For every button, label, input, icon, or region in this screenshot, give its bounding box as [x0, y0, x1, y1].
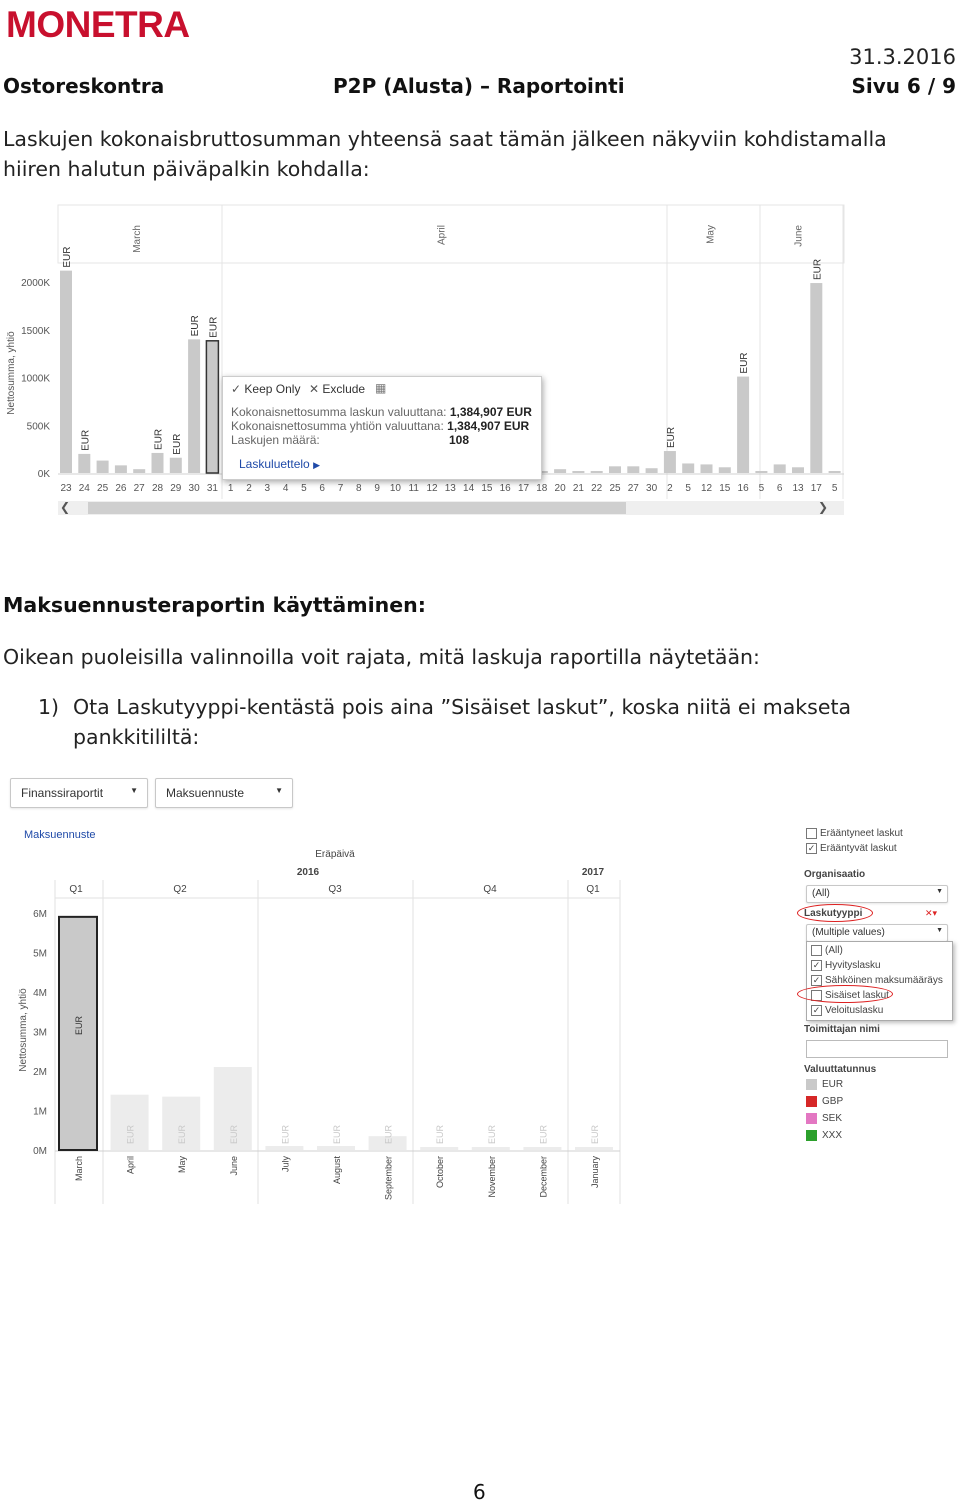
section-heading: Maksuennusteraportin käyttäminen: [3, 593, 426, 617]
x-tick-label: July [280, 1156, 291, 1173]
bar-data-label: EUR [153, 428, 165, 450]
x-tick-label: 13 [444, 483, 456, 494]
x-tick-label: 17 [517, 483, 530, 494]
x-tick-label: 26 [115, 483, 127, 494]
x-tick-label: 30 [646, 483, 658, 494]
bar [188, 339, 200, 473]
erantyvat-checkbox[interactable]: ✓ Erääntyvät laskut [807, 843, 897, 855]
bar-data-label: EUR [190, 315, 202, 337]
x-tick-label: 15 [481, 483, 493, 494]
x-tick-label: 7 [337, 483, 344, 494]
x-tick-label: 14 [463, 483, 475, 494]
report-dropdown[interactable]: Maksuennuste ▼ [155, 778, 293, 808]
legend-xxx[interactable]: XXX [806, 1130, 843, 1147]
option-sisaiset-laskut[interactable]: Sisäiset laskut [811, 990, 889, 1001]
bar-data-label: EUR [486, 1124, 497, 1144]
y-tick-label: 500K [26, 421, 50, 433]
section-text: Oikean puoleisilla valinnoilla voit rajata, mitä laskuja raportilla näytetään: [3, 645, 760, 669]
filter-clear-icon[interactable]: ✕▾ [925, 908, 938, 918]
x-tick-label: November [486, 1156, 497, 1198]
x-tick-label: 28 [151, 483, 164, 494]
list-item-line-1: Ota Laskutyyppi-kentästä pois aina ”Sisäiset laskut”, koska niitä ei makseta [73, 695, 852, 719]
quarter-label: Q1 [586, 884, 600, 895]
scrollbar-thumb[interactable] [88, 502, 626, 514]
bar [572, 471, 584, 473]
x-tick-label: 10 [389, 483, 401, 494]
legend-gbp[interactable]: GBP [806, 1096, 843, 1113]
bar [60, 271, 72, 473]
x-tick-label: September [383, 1156, 394, 1201]
bar [554, 469, 566, 473]
forecast-bar-chart [0, 820, 640, 1210]
bar-data-label: EUR [125, 1124, 136, 1144]
x-tick-label: 1 [227, 483, 234, 494]
bar [472, 1147, 510, 1150]
year-label: 2017 [581, 867, 605, 878]
quarter-label: Q2 [173, 884, 187, 895]
x-tick-label: 29 [170, 483, 182, 494]
tooltip-row-1: Kokonaisnettosumma laskun valuuttana: 1,384,907 EUR [231, 405, 532, 419]
bar-tooltip [222, 376, 542, 480]
option-all[interactable]: (All) [811, 945, 843, 956]
x-tick-label: 12 [700, 483, 713, 494]
horizontal-scrollbar[interactable] [58, 501, 844, 515]
x-tick-label: 24 [78, 483, 90, 494]
bar [755, 471, 767, 473]
x-tick-label: 6 [776, 483, 783, 494]
erantyneet-checkbox[interactable]: Erääntyneet laskut [806, 828, 903, 839]
y-tick-label: 5M [33, 948, 47, 960]
y-tick-label: 2000K [21, 278, 50, 290]
x-tick-label: March [74, 1156, 84, 1182]
bar [609, 466, 621, 473]
x-tick-label: April [125, 1156, 136, 1175]
x-tick-label: 30 [188, 483, 200, 494]
list-item-line-2: pankkitililtä: [73, 725, 200, 749]
bar [575, 1147, 613, 1150]
intro-line-1: Laskujen kokonaisbruttosumman yhteensä saat tämän jälkeen näkyviin kohdistamalla [3, 127, 887, 151]
report-category-dropdown[interactable]: Finanssiraportit ▼ [10, 778, 148, 808]
x-tick-label: 23 [60, 483, 72, 494]
x-tick-label: 5 [301, 483, 307, 494]
chart-title: Maksuennuste [24, 829, 96, 841]
x-tick-label: 5 [758, 483, 765, 494]
x-tick-label: 20 [554, 483, 566, 494]
bar-data-label: EUR [739, 352, 751, 374]
tooltip-row-2: Kokonaisnettosumma yhtiön valuuttana: 1,384,907 EUR [231, 419, 530, 433]
quarter-label: Q4 [483, 884, 497, 895]
bar-data-label: EUR [665, 426, 677, 449]
bar-data-label: EUR [74, 1015, 84, 1035]
option-hyvityslasku[interactable]: ✓ Hyvityslasku [812, 960, 881, 972]
x-tick-label: August [332, 1156, 342, 1185]
x-tick-label: 25 [609, 483, 621, 494]
bar [420, 1147, 458, 1150]
bar [523, 1147, 561, 1150]
quarter-label: Q3 [328, 884, 342, 895]
list-item-number: 1) [38, 695, 60, 719]
bar-data-label: EUR [80, 429, 92, 451]
maksuennuste-screenshot [0, 770, 960, 1210]
y-tick-label: 2M [33, 1066, 47, 1078]
bar [115, 465, 127, 473]
y-tick-label: 0K [37, 469, 50, 480]
bar-data-label: EUR [812, 258, 824, 281]
bar [206, 341, 218, 473]
daily-chart-screenshot [0, 203, 846, 519]
x-tick-label: May [177, 1156, 188, 1174]
view-data-icon[interactable]: ▦ [375, 381, 387, 395]
x-tick-label: 9 [374, 483, 380, 494]
x-tick-label: 16 [737, 483, 749, 494]
bar [317, 1146, 355, 1150]
laskutyyppi-label: Laskutyyppi [804, 908, 863, 919]
x-tick-label: 6 [319, 483, 325, 494]
y-tick-label: 6M [33, 908, 47, 920]
y-tick-label: 4M [33, 987, 47, 999]
bar-data-label: EUR [435, 1124, 446, 1144]
laskutyyppi-highlight [797, 904, 873, 922]
legend-sek[interactable]: SEK [806, 1113, 843, 1130]
header-date: 31.3.2016 [849, 45, 956, 69]
x-tick-label: 3 [264, 483, 271, 494]
keep-only-button[interactable]: ✓ Keep Only [231, 382, 301, 396]
toimittaja-label: Toimittajan nimi [804, 1024, 880, 1035]
bar-data-label: EUR [171, 433, 183, 455]
y-axis-label: Nettosumma, yhtiö [6, 331, 17, 415]
bar [646, 468, 658, 473]
bar [792, 467, 804, 473]
page-number: 6 [473, 1480, 486, 1504]
y-axis-label: Nettosumma, yhtiö [18, 988, 29, 1072]
x-tick-label: 13 [792, 483, 804, 494]
year-label: 2016 [296, 867, 320, 878]
x-tick-label: 27 [627, 483, 639, 494]
bar [627, 466, 639, 473]
organisaatio-label: Organisaatio [804, 869, 866, 880]
bar-data-label: EUR [590, 1124, 600, 1144]
x-tick-label: January [590, 1156, 600, 1189]
bar [774, 464, 786, 473]
month-header-band [58, 205, 844, 263]
y-tick-label: 1M [33, 1106, 47, 1118]
chevron-down-icon: ▼ [936, 927, 943, 934]
sisaiset-highlight [797, 985, 893, 1003]
bar [97, 461, 109, 473]
x-tick-label: 5 [685, 483, 691, 494]
bar-data-label: EUR [280, 1124, 291, 1144]
x-tick-label: 31 [206, 483, 218, 494]
x-tick-label: 17 [810, 483, 822, 494]
header-center: P2P (Alusta) – Raportointi [333, 74, 625, 98]
x-tick-label: June [228, 1156, 239, 1176]
organisaatio-dropdown[interactable]: (All) ▼ [806, 885, 948, 903]
scroll-right-icon[interactable]: ❯ [817, 500, 828, 514]
y-tick-label: 1500K [21, 325, 50, 337]
chevron-down-icon: ▼ [275, 786, 283, 795]
x-tick-label: 2 [667, 483, 673, 494]
x-tick-label: 5 [831, 483, 838, 494]
bar [810, 283, 822, 473]
bar-data-label: EUR [62, 246, 73, 268]
x-tick-label: 21 [572, 483, 584, 494]
x-tick-label: 27 [133, 483, 145, 494]
option-sahkoinen[interactable]: ✓ Sähköinen maksumääräys [812, 975, 943, 987]
x-tick-label: 12 [426, 483, 438, 494]
x-tick-label: 15 [719, 483, 731, 494]
x-tick-label: October [435, 1156, 446, 1189]
bar-data-label: EUR [332, 1124, 342, 1144]
bar [701, 464, 713, 473]
bar-data-label: EUR [228, 1124, 239, 1144]
bar [737, 377, 749, 473]
x-tick-label: 25 [97, 483, 109, 494]
chevron-down-icon: ▼ [936, 888, 943, 895]
month-label: May [705, 225, 717, 244]
bar-data-label: EUR [383, 1124, 394, 1144]
valuutta-label: Valuuttatunnus [804, 1064, 877, 1075]
bar-data-label: EUR [177, 1124, 188, 1144]
toimittaja-input[interactable] [806, 1040, 948, 1058]
laskutyyppi-dropdown[interactable]: (Multiple values) ▼ [806, 924, 948, 942]
option-veloituslasku[interactable]: ✓ Veloituslasku [812, 1005, 884, 1017]
laskuluettelo-link[interactable]: Laskuluettelo ▶ [239, 457, 320, 471]
x-tick-label: 18 [536, 483, 548, 494]
bar [133, 469, 145, 473]
bar [591, 471, 603, 473]
header-left: Ostoreskontra [3, 74, 165, 98]
bar [170, 458, 182, 473]
bar [829, 471, 841, 473]
bar [152, 453, 164, 473]
bar [664, 451, 676, 473]
header-right: Sivu 6 / 9 [851, 74, 956, 98]
chevron-down-icon: ▼ [130, 786, 138, 795]
x-tick-label: December [538, 1156, 549, 1198]
y-tick-label: 3M [33, 1027, 47, 1039]
month-label: June [793, 225, 805, 247]
x-tick-label: 2 [246, 483, 252, 494]
legend-eur[interactable]: EUR [806, 1079, 843, 1096]
month-label: March [132, 225, 143, 253]
x-tick-label: 22 [591, 483, 603, 494]
tooltip-row-3: Laskujen määrä: 108 [231, 433, 470, 447]
x-tick-label: 4 [282, 483, 289, 494]
monetra-logo: MONETRA [6, 4, 190, 45]
x-tick-label: 16 [499, 483, 511, 494]
x-tick-label: 11 [408, 483, 419, 494]
quarter-label: Q1 [69, 884, 83, 895]
group-header: Eräpäivä [315, 849, 355, 860]
bar [682, 463, 694, 473]
month-label: April [436, 225, 448, 246]
y-tick-label: 1000K [21, 373, 50, 385]
bar [719, 467, 731, 473]
laskutyyppi-options [806, 941, 953, 1021]
bar-data-label: EUR [538, 1124, 549, 1144]
exclude-button[interactable]: ✕ Exclude [309, 382, 366, 396]
bar-data-label: EUR [208, 316, 220, 338]
x-tick-label: 8 [356, 483, 362, 494]
bar [78, 454, 90, 473]
currency-legend [806, 1079, 843, 1147]
bar [265, 1146, 303, 1150]
scroll-left-icon[interactable]: ❮ [60, 500, 71, 514]
intro-line-2: hiiren halutun päiväpalkin kohdalla: [3, 157, 370, 181]
y-tick-label: 0M [33, 1146, 47, 1157]
